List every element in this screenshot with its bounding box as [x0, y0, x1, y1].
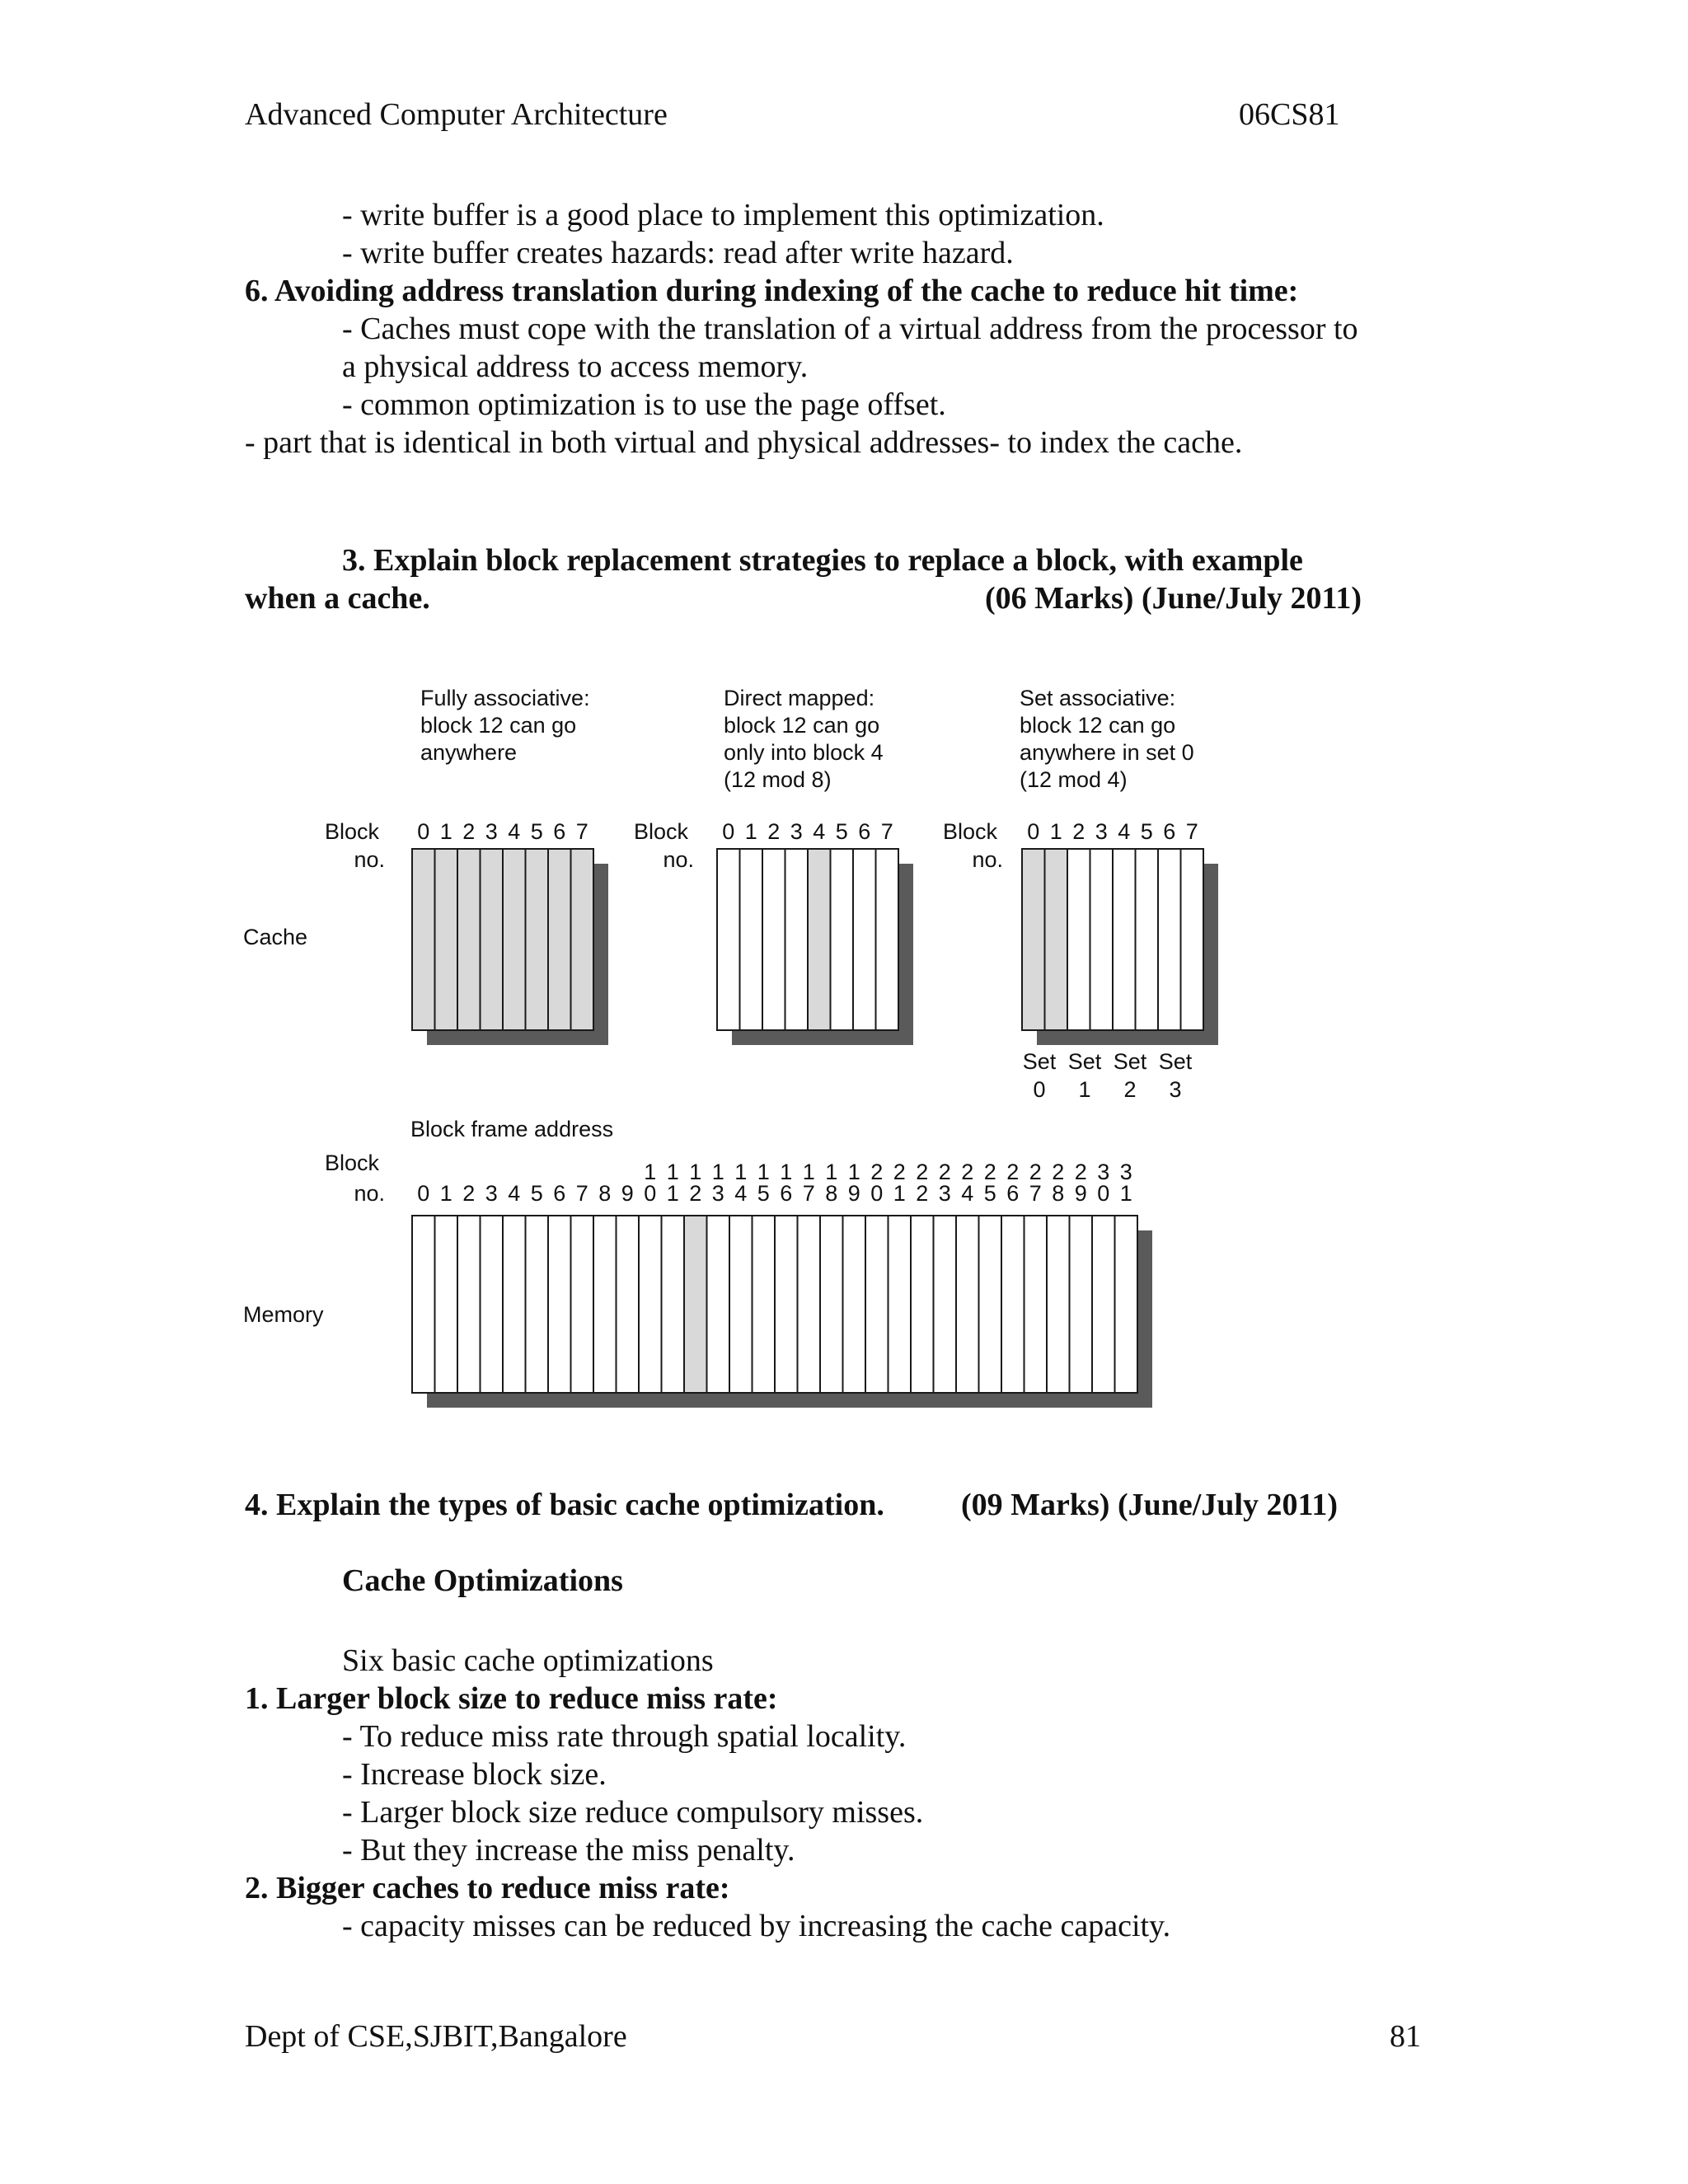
block-number: 2 — [689, 1181, 702, 1206]
caption-line: only into block 4 — [724, 740, 884, 765]
block-number-tens: 1 — [802, 1160, 815, 1184]
block-cell — [798, 1216, 821, 1393]
block-number: 2 — [462, 1181, 476, 1206]
block-cell — [503, 1216, 526, 1393]
block-number: 0 — [644, 1181, 657, 1206]
block-cell — [1136, 849, 1159, 1030]
block-cell — [1092, 1216, 1115, 1393]
subheading: Cache Optimizations — [342, 1563, 623, 1598]
block-number: 0 — [722, 819, 735, 844]
block-number: 4 — [1118, 819, 1131, 844]
block-number: 7 — [575, 1181, 588, 1206]
highlighted-block-cell — [503, 849, 526, 1030]
block-cell — [1025, 1216, 1048, 1393]
block-number: 5 — [530, 819, 543, 844]
block-cell — [707, 1216, 730, 1393]
block-number: 6 — [1163, 819, 1176, 844]
block-cell — [853, 849, 876, 1030]
block-number: 5 — [983, 1181, 996, 1206]
cache-set-associative — [1022, 819, 1218, 1045]
block-number: 7 — [880, 819, 893, 844]
block-number: 4 — [734, 1181, 748, 1206]
section-heading: 2. Bigger caches to reduce miss rate: — [245, 1871, 730, 1905]
caption-line: block 12 can go — [724, 713, 880, 738]
set-label: Set — [1067, 1049, 1102, 1074]
block-number: 7 — [802, 1181, 815, 1206]
block-label: Block — [324, 1151, 379, 1175]
block-number: 0 — [417, 819, 430, 844]
block-cell — [1001, 1216, 1025, 1393]
block-cell — [548, 1216, 571, 1393]
text-line: - write buffer is a good place to implement this optimization. — [342, 198, 1104, 232]
block-number: 1 — [666, 1181, 679, 1206]
block-number: 6 — [553, 1181, 566, 1206]
block-number: 5 — [1140, 819, 1153, 844]
block-number-tens: 2 — [1029, 1160, 1042, 1184]
block-number-tens: 1 — [734, 1160, 748, 1184]
highlighted-block-cell — [435, 849, 458, 1030]
caption-line: block 12 can go — [420, 713, 577, 738]
block-number-tens: 3 — [1097, 1160, 1110, 1184]
block-number: 8 — [825, 1181, 838, 1206]
set-associative-caption — [1020, 686, 1194, 792]
section-heading: 6. Avoiding address translation during indexing of the cache to reduce hit time: — [245, 274, 1299, 308]
block-number-tens: 1 — [847, 1160, 860, 1184]
block-cell — [593, 1216, 617, 1393]
question-3-cont: when a cache. — [245, 581, 430, 616]
text-line: - To reduce miss rate through spatial locality. — [342, 1719, 907, 1754]
caption-line: Direct mapped: — [724, 686, 875, 710]
block-number: 1 — [439, 1181, 452, 1206]
set-label: Set — [1113, 1049, 1147, 1074]
highlighted-block-cell — [1022, 849, 1045, 1030]
footer-dept: Dept of CSE,SJBIT,Bangalore — [245, 2019, 627, 2054]
no-label: no. — [354, 847, 385, 872]
block-cell — [457, 1216, 481, 1393]
memory-label: Memory — [243, 1302, 324, 1327]
block-number-tens: 2 — [870, 1160, 884, 1184]
block-number: 6 — [780, 1181, 793, 1206]
block-number: 6 — [553, 819, 566, 844]
block-number: 1 — [1119, 1181, 1132, 1206]
block-number: 2 — [462, 819, 476, 844]
block-cell — [571, 1216, 594, 1393]
cache-label: Cache — [243, 925, 308, 949]
block-cell — [979, 1216, 1002, 1393]
block-number: 4 — [961, 1181, 974, 1206]
text-line: - part that is identical in both virtual and physical addresses- to index the cache. — [245, 425, 1243, 460]
block-number: 6 — [858, 819, 871, 844]
block-cell — [1181, 849, 1204, 1030]
cache-fully-associative — [412, 819, 608, 1045]
block-number-tens: 1 — [666, 1160, 679, 1184]
block-cell — [876, 849, 899, 1030]
block-cell — [775, 1216, 798, 1393]
highlighted-block-cell — [684, 1216, 707, 1393]
set-number: 1 — [1078, 1077, 1091, 1102]
block-number: 2 — [916, 1181, 929, 1206]
set-label: Set — [1022, 1049, 1057, 1074]
block-number-tens: 1 — [757, 1160, 770, 1184]
highlighted-block-cell — [457, 849, 481, 1030]
text-line: - common optimization is to use the page offset. — [342, 387, 946, 422]
question-3-marks: (06 Marks) (June/July 2011) — [985, 581, 1362, 616]
block-number: 8 — [1052, 1181, 1065, 1206]
no-label: no. — [972, 847, 1003, 872]
set-number: 3 — [1169, 1077, 1182, 1102]
block-number: 3 — [1095, 819, 1108, 844]
block-number: 0 — [417, 1181, 430, 1206]
block-number: 4 — [508, 819, 521, 844]
block-number: 3 — [711, 1181, 724, 1206]
block-cell — [762, 849, 785, 1030]
text-line: - Larger block size reduce compulsory misses. — [342, 1795, 924, 1830]
memory-blocks — [412, 1160, 1152, 1408]
block-number: 0 — [1097, 1181, 1110, 1206]
block-cell — [526, 1216, 549, 1393]
block-number: 1 — [439, 819, 452, 844]
block-number-tens: 2 — [1052, 1160, 1065, 1184]
block-cell — [1047, 1216, 1070, 1393]
question-3: 3. Explain block replacement strategies to replace a block, with example — [342, 543, 1303, 578]
highlighted-block-cell — [481, 849, 504, 1030]
block-number: 1 — [1049, 819, 1062, 844]
question-4: 4. Explain the types of basic cache optimization. — [245, 1488, 884, 1522]
block-number-tens: 1 — [644, 1160, 657, 1184]
highlighted-block-cell — [526, 849, 549, 1030]
highlighted-block-cell — [808, 849, 831, 1030]
block-cell — [1090, 849, 1114, 1030]
block-number-tens: 3 — [1119, 1160, 1132, 1184]
block-cell — [740, 849, 763, 1030]
direct-mapped-caption — [724, 686, 884, 792]
caption-line: (12 mod 8) — [724, 767, 832, 792]
block-number: 7 — [575, 819, 588, 844]
block-cell — [717, 849, 740, 1030]
block-number-tens: 2 — [893, 1160, 906, 1184]
block-number: 9 — [847, 1181, 860, 1206]
block-cell — [889, 1216, 912, 1393]
text-line: Six basic cache optimizations — [342, 1643, 714, 1678]
cache-direct-mapped — [717, 819, 913, 1045]
caption-line: Set associative: — [1020, 686, 1176, 710]
text-line: - write buffer creates hazards: read after write hazard. — [342, 236, 1014, 270]
text-line: - capacity misses can be reduced by increasing the cache capacity. — [342, 1909, 1171, 1943]
block-label: Block — [633, 819, 688, 844]
set-label: Set — [1158, 1049, 1193, 1074]
block-number: 7 — [1029, 1181, 1042, 1206]
highlighted-block-cell — [571, 849, 594, 1030]
block-number: 5 — [757, 1181, 770, 1206]
block-cell — [435, 1216, 458, 1393]
block-number: 8 — [598, 1181, 612, 1206]
block-number: 9 — [621, 1181, 634, 1206]
block-number: 0 — [870, 1181, 884, 1206]
block-number: 4 — [813, 819, 826, 844]
block-cell — [1115, 1216, 1138, 1393]
header-title: Advanced Computer Architecture — [245, 97, 668, 132]
block-number-tens: 2 — [983, 1160, 996, 1184]
text-line: - Caches must cope with the translation of a virtual address from the processor to — [342, 312, 1358, 346]
highlighted-block-cell — [412, 849, 435, 1030]
highlighted-block-cell — [1045, 849, 1068, 1030]
block-number: 0 — [1027, 819, 1040, 844]
caption-line: anywhere — [420, 740, 518, 765]
block-number-tens: 2 — [961, 1160, 974, 1184]
block-cell — [1070, 1216, 1093, 1393]
block-number: 4 — [508, 1181, 521, 1206]
caption-line: (12 mod 4) — [1020, 767, 1128, 792]
block-number: 7 — [1185, 819, 1198, 844]
set-number: 2 — [1123, 1077, 1137, 1102]
block-number-tens: 2 — [1074, 1160, 1087, 1184]
block-number: 3 — [938, 1181, 951, 1206]
section-heading: 1. Larger block size to reduce miss rate: — [245, 1681, 778, 1716]
block-cell — [820, 1216, 843, 1393]
block-cell — [617, 1216, 640, 1393]
block-cell — [934, 1216, 957, 1393]
set-labels — [1023, 1049, 1193, 1102]
block-number: 5 — [530, 1181, 543, 1206]
footer-page-number: 81 — [1390, 2019, 1421, 2054]
block-number: 6 — [1006, 1181, 1020, 1206]
block-cell — [831, 849, 854, 1030]
block-cell — [1113, 849, 1136, 1030]
block-cell — [481, 1216, 504, 1393]
block-number: 2 — [1072, 819, 1085, 844]
block-frame-address-label: Block frame address — [410, 1117, 614, 1141]
block-cell — [911, 1216, 934, 1393]
block-number: 5 — [835, 819, 848, 844]
block-number: 3 — [790, 819, 803, 844]
block-number: 1 — [744, 819, 757, 844]
question-4-marks: (09 Marks) (June/July 2011) — [961, 1488, 1339, 1522]
block-cell — [1158, 849, 1181, 1030]
block-label: Block — [324, 819, 379, 844]
text-line: a physical address to access memory. — [342, 349, 809, 384]
caption-line: block 12 can go — [1020, 713, 1176, 738]
block-number: 3 — [485, 1181, 498, 1206]
block-cell — [753, 1216, 776, 1393]
caption-line: Fully associative: — [420, 686, 590, 710]
block-number-tens: 1 — [825, 1160, 838, 1184]
header-course-code: 06CS81 — [1239, 97, 1340, 132]
block-number: 3 — [485, 819, 498, 844]
no-label: no. — [663, 847, 694, 872]
set-number: 0 — [1033, 1077, 1046, 1102]
block-cell — [662, 1216, 685, 1393]
no-label: no. — [354, 1181, 385, 1206]
text-line: - Increase block size. — [342, 1757, 607, 1792]
block-cell — [843, 1216, 866, 1393]
block-number: 1 — [893, 1181, 906, 1206]
highlighted-block-cell — [548, 849, 571, 1030]
fully-associative-caption — [420, 686, 590, 765]
block-cell — [412, 1216, 435, 1393]
caption-line: anywhere in set 0 — [1020, 740, 1194, 765]
block-number-tens: 2 — [916, 1160, 929, 1184]
block-number-tens: 2 — [1006, 1160, 1020, 1184]
block-cell — [865, 1216, 889, 1393]
block-number-tens: 2 — [938, 1160, 951, 1184]
block-number: 9 — [1074, 1181, 1087, 1206]
block-label: Block — [942, 819, 997, 844]
block-number: 2 — [767, 819, 781, 844]
block-cell — [639, 1216, 662, 1393]
block-number-tens: 1 — [780, 1160, 793, 1184]
block-cell — [729, 1216, 753, 1393]
text-line: - But they increase the miss penalty. — [342, 1833, 795, 1868]
block-cell — [785, 849, 809, 1030]
block-cell — [1067, 849, 1090, 1030]
block-number-tens: 1 — [711, 1160, 724, 1184]
block-cell — [956, 1216, 979, 1393]
block-number-tens: 1 — [689, 1160, 702, 1184]
